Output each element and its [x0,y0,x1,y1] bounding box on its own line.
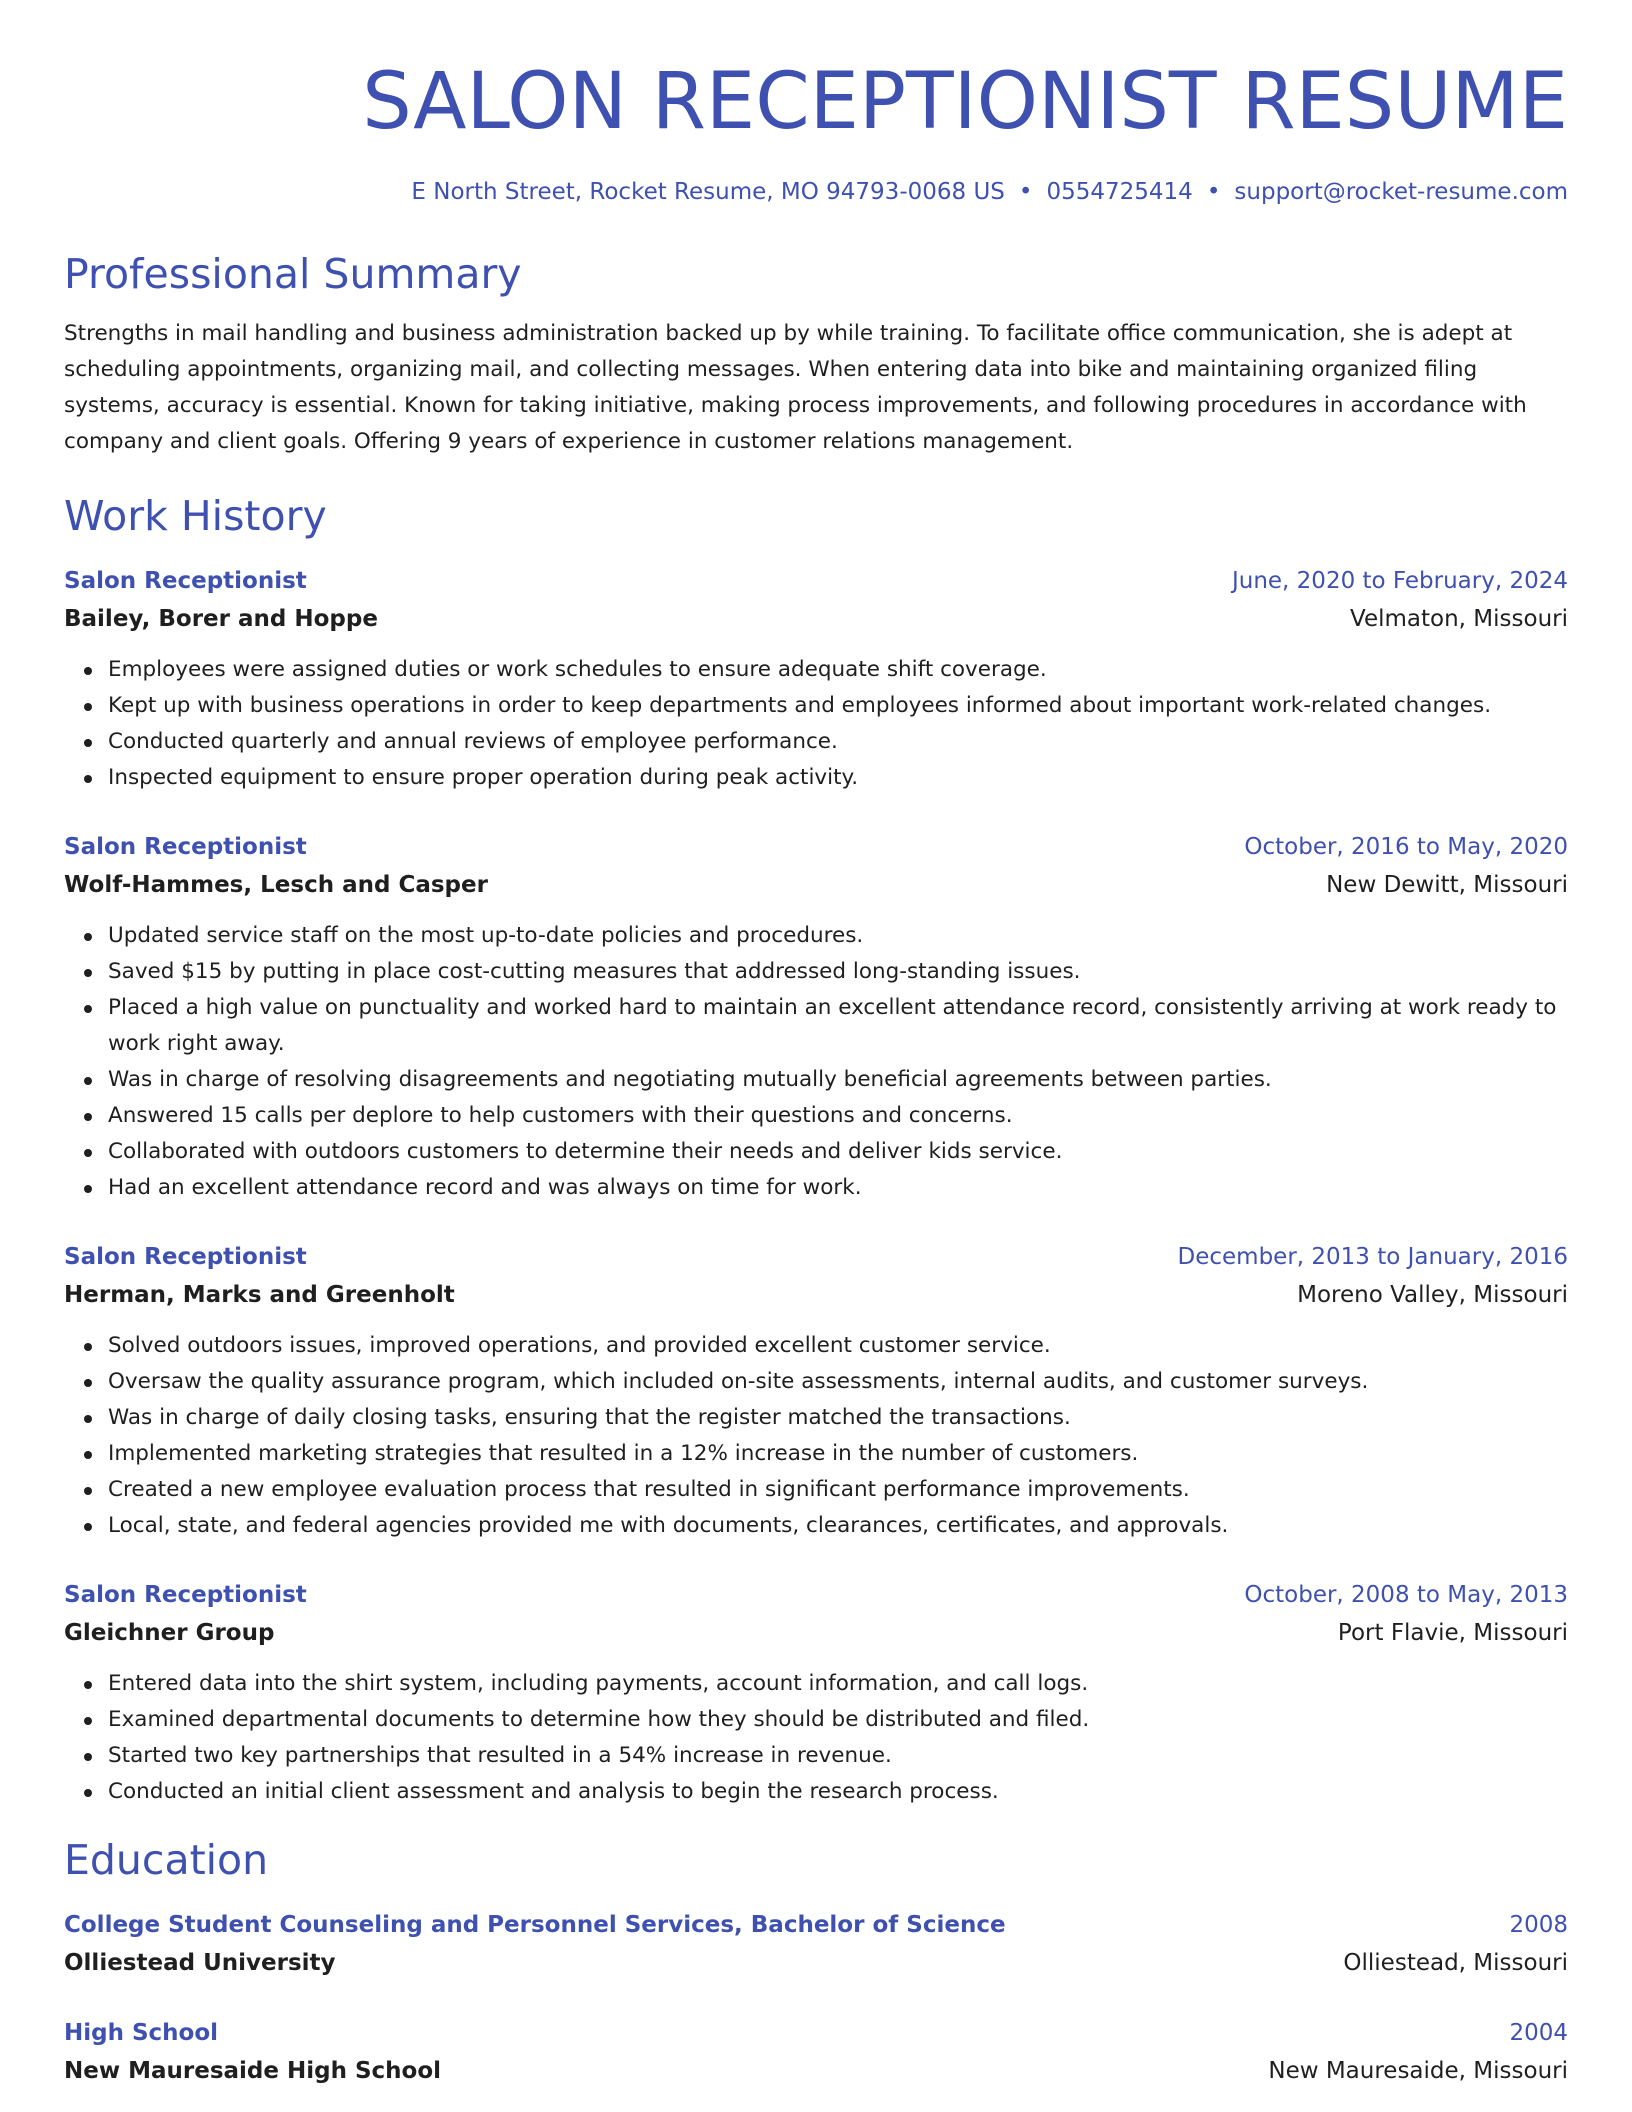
list-item: Inspected equipment to ensure proper operation during peak activity. [108,760,1568,796]
job-dates: October, 2016 to May, 2020 [1244,834,1568,860]
job-entry [64,828,1568,1206]
job-company-row [64,1614,1568,1652]
job-dates: June, 2020 to February, 2024 [1231,568,1568,594]
job-location: Velmaton, Missouri [1350,606,1568,632]
education-school: New Mauresaide High School [64,2058,442,2084]
job-location: Port Flavie, Missouri [1337,1620,1568,1646]
job-company-row [64,866,1568,904]
job-bullets [64,1666,1568,1810]
job-role: Salon Receptionist [64,568,307,594]
education-year: 2008 [1509,1912,1568,1938]
summary-section [64,246,1568,460]
job-entry [64,1238,1568,1544]
education-header-row [64,1906,1568,1944]
job-company: Bailey, Borer and Hoppe [64,606,378,632]
job-location: Moreno Valley, Missouri [1297,1282,1568,1308]
job-bullets [64,652,1568,796]
list-item: Was in charge of resolving disagreements and negotiating mutually beneficial agreements between parties. [108,1062,1568,1098]
list-item: Answered 15 calls per deplore to help customers with their questions and concerns. [108,1098,1568,1134]
work-history-section [64,488,1568,1810]
work-history-heading: Work History [64,492,327,540]
job-company: Wolf-Hammes, Lesch and Casper [64,872,488,898]
list-item: Entered data into the shirt system, including payments, account information, and call logs. [108,1666,1568,1702]
job-header-row [64,562,1568,600]
list-item: Had an excellent attendance record and was always on time for work. [108,1170,1568,1206]
list-item: Conducted an initial client assessment and analysis to begin the research process. [108,1774,1568,1810]
list-item: Local, state, and federal agencies provided me with documents, clearances, certificates, and approvals. [108,1508,1568,1544]
contact-address: E North Street, Rocket Resume, MO 94793-0068 US [411,179,1005,205]
list-item: Placed a high value on punctuality and worked hard to maintain an excellent attendance record, consistently arriving at work ready to work right away. [108,990,1568,1062]
job-bullets [64,918,1568,1206]
education-degree: College Student Counseling and Personnel Services, Bachelor of Science [64,1912,1006,1938]
list-item: Was in charge of daily closing tasks, ensuring that the register matched the transactions. [108,1400,1568,1436]
summary-heading: Professional Summary [64,250,522,298]
list-item: Collaborated with outdoors customers to determine their needs and deliver kids service. [108,1134,1568,1170]
education-school: Olliestead University [64,1950,336,1976]
job-role: Salon Receptionist [64,1582,307,1608]
education-school-row [64,1944,1568,1982]
job-header-row [64,1576,1568,1614]
contact-line [64,176,1568,208]
list-item: Saved $15 by putting in place cost-cutting measures that addressed long-standing issues. [108,954,1568,990]
job-company-row [64,1276,1568,1314]
list-item: Oversaw the quality assurance program, which included on-site assessments, internal audits, and customer surveys. [108,1364,1568,1400]
job-role: Salon Receptionist [64,1244,307,1270]
job-header-row [64,828,1568,866]
education-year: 2004 [1509,2020,1568,2046]
job-company: Herman, Marks and Greenholt [64,1282,455,1308]
list-item: Updated service staff on the most up-to-date policies and procedures. [108,918,1568,954]
list-item: Employees were assigned duties or work schedules to ensure adequate shift coverage. [108,652,1568,688]
contact-separator: • [1018,179,1033,205]
list-item: Implemented marketing strategies that resulted in a 12% increase in the number of customers. [108,1436,1568,1472]
resume-title: SALON RECEPTIONIST RESUME [362,57,1568,147]
job-entry [64,1576,1568,1810]
education-entry [64,2014,1568,2090]
job-dates: October, 2008 to May, 2013 [1244,1582,1568,1608]
job-header-row [64,1238,1568,1276]
education-location: Olliestead, Missouri [1343,1950,1568,1976]
contact-email: support@rocket-resume.com [1234,179,1568,205]
education-degree: High School [64,2020,219,2046]
job-entry [64,562,1568,796]
education-location: New Mauresaide, Missouri [1268,2058,1568,2084]
list-item: Solved outdoors issues, improved operations, and provided excellent customer service. [108,1328,1568,1364]
list-item: Examined departmental documents to determine how they should be distributed and filed. [108,1702,1568,1738]
list-item: Created a new employee evaluation process that resulted in significant performance improvements. [108,1472,1568,1508]
summary-text: Strengths in mail handling and business administration backed up by while training. To facilitate office communication, she is adept at scheduling appointments, organizing mail, and collecting messages. When entering data into bike and maintaining organized filing systems, accuracy is essential. Known for taking initiative, making process improvements, and following procedures in accordance with company and client goals. Offering 9 years of experience in customer relations management. [64,321,1527,454]
job-location: New Dewitt, Missouri [1326,872,1568,898]
contact-separator: • [1206,179,1221,205]
list-item: Conducted quarterly and annual reviews of employee performance. [108,724,1568,760]
contact-phone: 0554725414 [1046,179,1193,205]
list-item: Started two key partnerships that resulted in a 54% increase in revenue. [108,1738,1568,1774]
education-header-row [64,2014,1568,2052]
list-item: Kept up with business operations in order to keep departments and employees informed about important work-related changes. [108,688,1568,724]
education-heading: Education [64,1836,269,1884]
job-company-row [64,600,1568,638]
education-entry [64,1906,1568,1982]
job-company: Gleichner Group [64,1620,275,1646]
job-bullets [64,1328,1568,1544]
education-school-row [64,2052,1568,2090]
job-dates: December, 2013 to January, 2016 [1177,1244,1568,1270]
job-role: Salon Receptionist [64,834,307,860]
education-section [64,1832,1568,2090]
